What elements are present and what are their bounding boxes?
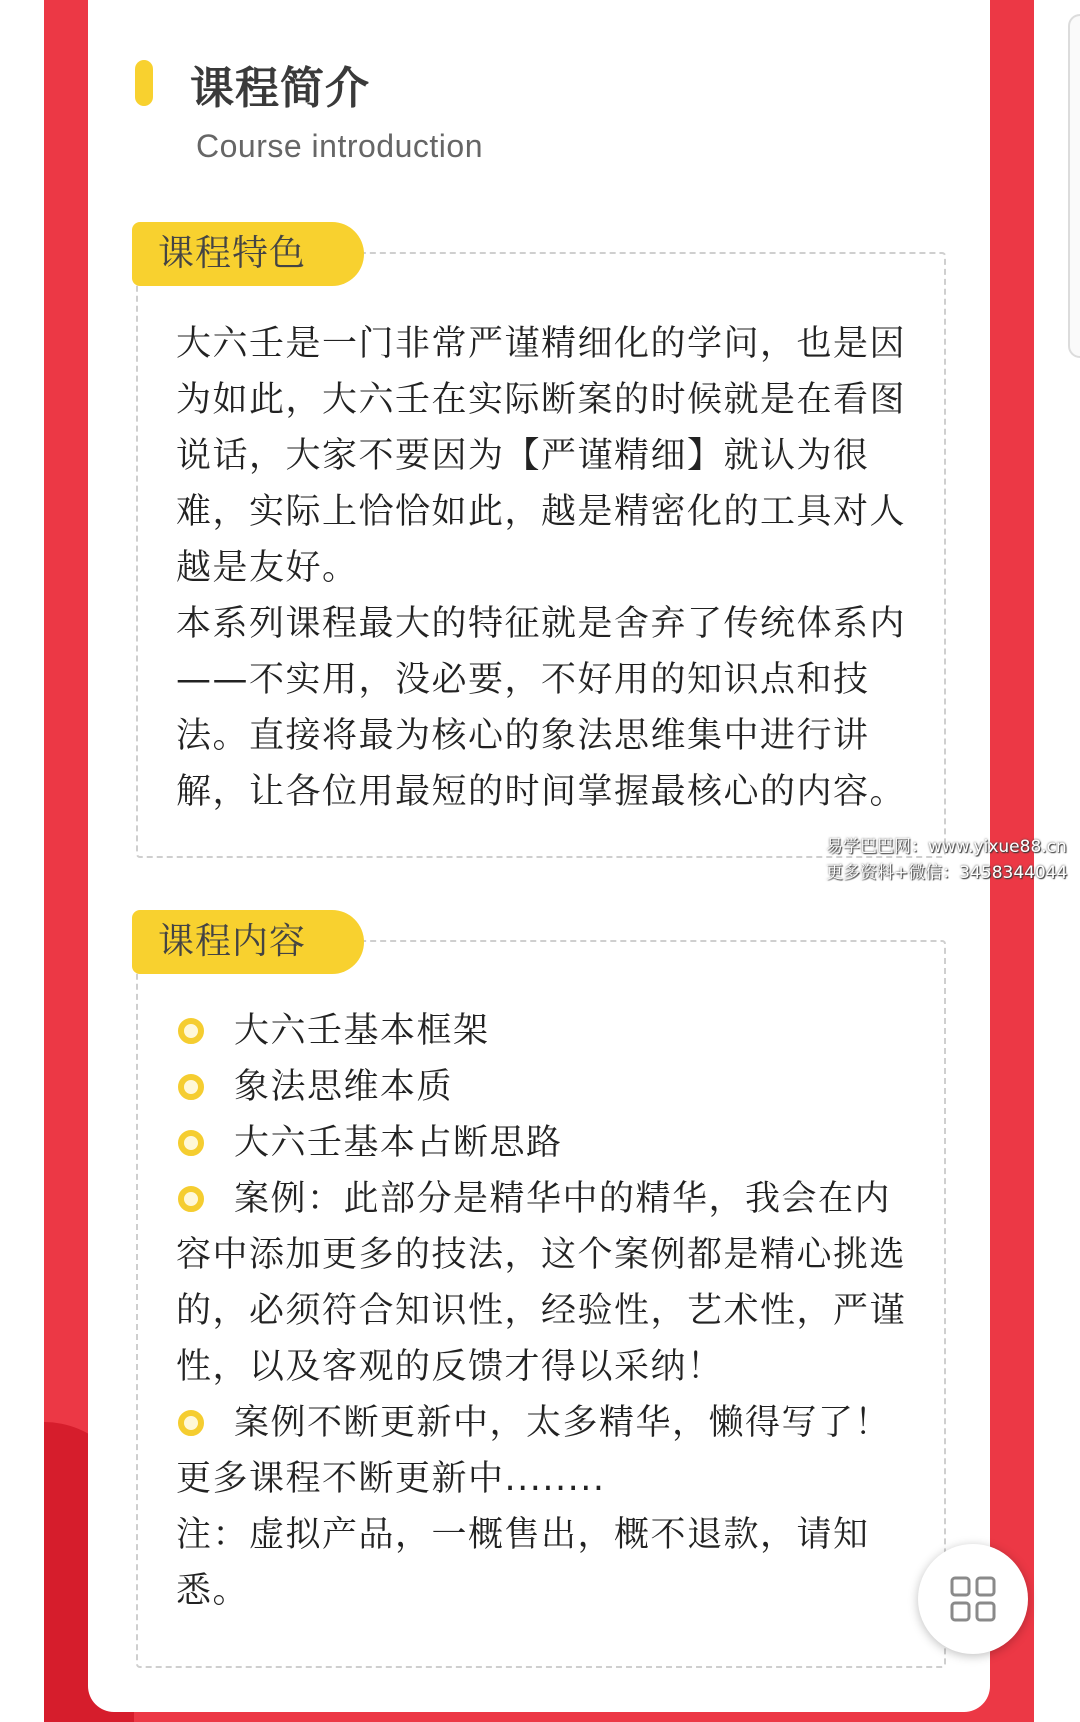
features-section-tab: 课程特色: [132, 222, 364, 286]
ring-bullet-icon: [178, 1018, 204, 1044]
page-subtitle: Course introduction: [196, 128, 483, 164]
watermark-line: 更多资料+微信：3458344044: [826, 863, 1068, 883]
list-item-text: 案例：此部分是精华中的精华，我会在内容中添加更多的技法，这个案例都是精心挑选的，必须符合知识性，经验性，艺术性，严谨性，以及客观的反馈才得以采纳！: [176, 1179, 907, 1387]
features-paragraph: 本系列课程最大的特征就是舍弃了传统体系内——不实用，没必要，不好用的知识点和技法。直接将最为核心的象法思维集中进行讲解，让各位用最短的时间掌握最核心的内容。: [176, 604, 907, 812]
refund-note: 注：虚拟产品，一概售出，概不退款，请知悉。: [176, 1515, 870, 1611]
floating-menu-button[interactable]: [918, 1544, 1028, 1654]
list-item-text: 大六壬基本占断思路: [234, 1123, 563, 1163]
ring-bullet-icon: [178, 1186, 204, 1212]
ring-bullet-icon: [178, 1130, 204, 1156]
contents-section-tab: 课程内容: [132, 910, 364, 974]
features-paragraph: 大六壬是一门非常严谨精细化的学问，也是因为如此，大六壬在实际断案的时候就是在看图说话，大家不要因为【严谨精细】就认为很难，实际上恰恰如此，越是精密化的工具对人越是友好。: [176, 324, 907, 588]
side-scroll-handle[interactable]: [1068, 14, 1080, 358]
grid-icon: [949, 1575, 997, 1623]
ring-bullet-icon: [178, 1410, 204, 1436]
watermark: [826, 834, 1067, 886]
more-courses-text: 更多课程不断更新中........: [176, 1459, 606, 1499]
list-item: [176, 1003, 916, 1059]
watermark-line: 易学巴巴网：www.yixue88.cn: [826, 837, 1067, 857]
list-item-text: 象法思维本质: [234, 1067, 454, 1107]
ring-bullet-icon: [178, 1074, 204, 1100]
list-item-text: 案例不断更新中，太多精华，懒得写了！: [234, 1403, 892, 1443]
list-item: [176, 1059, 916, 1115]
features-text: [176, 316, 916, 820]
list-item: [176, 1115, 916, 1171]
list-item: [176, 1171, 916, 1395]
list-item: [176, 1395, 916, 1451]
list-item-text: 大六壬基本框架: [234, 1011, 490, 1051]
title-accent-bar: [135, 60, 153, 106]
page-title: 课程简介: [190, 63, 370, 114]
contents-list: [176, 1003, 916, 1619]
